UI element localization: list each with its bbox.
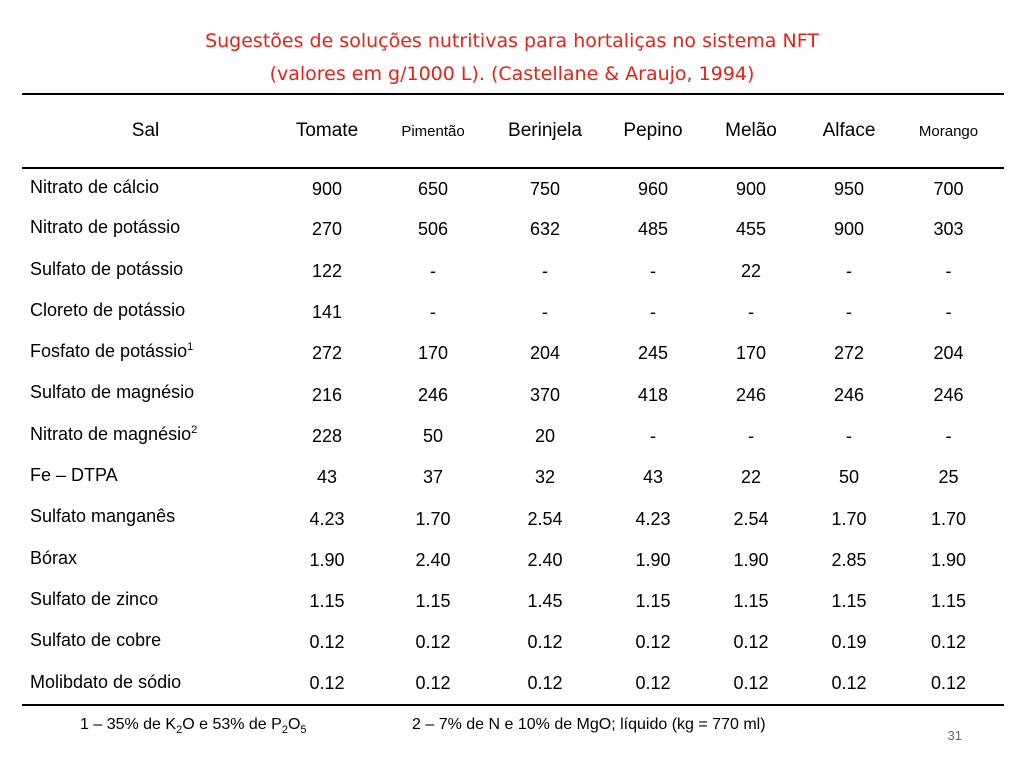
value-cell: 246 bbox=[833, 384, 865, 405]
header-sal: Sal bbox=[22, 94, 269, 168]
salt-name: Sulfato de zinco bbox=[30, 588, 159, 609]
value-cell: - bbox=[650, 425, 656, 446]
header-morango: Morango bbox=[893, 94, 1004, 168]
table-row bbox=[22, 374, 1004, 415]
value-cell: 272 bbox=[311, 343, 343, 364]
value-cell: 1.45 bbox=[527, 591, 563, 612]
value-cell: - bbox=[650, 302, 656, 323]
slide-title-line2: (valores em g/1000 L). (Castellane & Araujo, 1994) bbox=[269, 63, 755, 85]
value-cell: 0.12 bbox=[930, 632, 967, 653]
value-cell: - bbox=[945, 302, 952, 323]
value-cell: 246 bbox=[735, 384, 767, 405]
value-cell: 0.19 bbox=[831, 632, 867, 653]
value-cell: - bbox=[430, 302, 436, 323]
header-berinjela: Berinjela bbox=[481, 94, 609, 168]
value-cell: 485 bbox=[637, 219, 669, 240]
value-cell: 506 bbox=[417, 219, 449, 240]
value-cell: 37 bbox=[422, 467, 444, 488]
value-cell: 0.12 bbox=[805, 664, 893, 705]
table-row bbox=[22, 333, 1004, 374]
value-cell: 0.12 bbox=[269, 664, 385, 705]
value-cell: 650 bbox=[417, 178, 449, 199]
value-cell: 141 bbox=[311, 302, 343, 323]
table-row bbox=[22, 168, 1004, 209]
value-cell: 0.12 bbox=[697, 664, 805, 705]
table-row bbox=[22, 209, 1004, 250]
value-cell: 1.70 bbox=[930, 508, 967, 529]
value-cell: 216 bbox=[311, 384, 343, 405]
salt-name: Molibdato de sódio bbox=[22, 664, 269, 705]
header-melao: Melão bbox=[697, 94, 805, 168]
value-cell: 0.12 bbox=[415, 632, 451, 653]
value-cell: 1.90 bbox=[930, 549, 967, 570]
table-row bbox=[22, 457, 1004, 498]
value-cell: 1.15 bbox=[309, 591, 345, 612]
value-cell: 1.15 bbox=[635, 591, 671, 612]
salt-name: Fosfato de potássio$^1$ bbox=[30, 341, 194, 362]
table-row bbox=[22, 251, 1004, 292]
value-cell: 0.12 bbox=[733, 632, 769, 653]
value-cell: 2.40 bbox=[527, 549, 563, 570]
footnote-2: 2 – 7% de N e 10% de MgO; líquido (kg = 770 ml) bbox=[412, 716, 766, 733]
value-cell: 700 bbox=[933, 178, 964, 199]
value-cell: - bbox=[748, 425, 754, 446]
value-cell: 50 bbox=[838, 467, 860, 488]
value-cell: 50 bbox=[422, 425, 444, 446]
value-cell: 2.40 bbox=[415, 549, 451, 570]
value-cell: 1.90 bbox=[635, 549, 671, 570]
value-cell: 370 bbox=[529, 384, 561, 405]
value-cell: 900 bbox=[735, 178, 767, 199]
value-cell: 20 bbox=[534, 425, 556, 446]
table-row bbox=[22, 498, 1004, 539]
value-cell: 170 bbox=[417, 343, 449, 364]
value-cell: 1.90 bbox=[733, 549, 769, 570]
value-cell: 245 bbox=[637, 343, 669, 364]
table-row bbox=[22, 540, 1004, 581]
value-cell: 0.12 bbox=[609, 664, 697, 705]
slide-title-line1: Sugestões de soluções nutritivas para hortaliças no sistema NFT bbox=[205, 30, 819, 52]
table-row bbox=[22, 622, 1004, 663]
value-cell: 1.70 bbox=[415, 508, 451, 529]
value-cell: - bbox=[748, 302, 754, 323]
value-cell: 0.12 bbox=[635, 632, 671, 653]
header-alface: Alface bbox=[805, 94, 893, 168]
value-cell: 950 bbox=[833, 178, 865, 199]
value-cell: 43 bbox=[642, 467, 664, 488]
value-cell: 0.12 bbox=[481, 664, 609, 705]
value-cell: 1.90 bbox=[309, 549, 345, 570]
value-cell: 0.12 bbox=[385, 664, 481, 705]
value-cell: 303 bbox=[933, 219, 964, 240]
value-cell: 22 bbox=[740, 260, 762, 281]
header-pepino: Pepino bbox=[609, 94, 697, 168]
value-cell: - bbox=[430, 260, 436, 281]
value-cell: - bbox=[542, 260, 548, 281]
value-cell: 25 bbox=[938, 467, 959, 488]
value-cell: 1.15 bbox=[831, 591, 867, 612]
salt-name: Nitrato de magnésio$^2$ bbox=[30, 423, 198, 444]
value-cell: 960 bbox=[637, 178, 669, 199]
value-cell: 122 bbox=[311, 260, 343, 281]
salt-name: Nitrato de potássio bbox=[30, 217, 181, 238]
value-cell: - bbox=[650, 260, 656, 281]
value-cell: 0.12 bbox=[309, 632, 345, 653]
value-cell: 2.85 bbox=[831, 549, 867, 570]
salt-name: Bórax bbox=[30, 547, 78, 568]
value-cell: 170 bbox=[735, 343, 767, 364]
value-cell: 1.15 bbox=[415, 591, 451, 612]
value-cell: 228 bbox=[311, 425, 343, 446]
value-cell: - bbox=[846, 425, 852, 446]
table-row bbox=[22, 664, 1004, 705]
salt-name: Fe – DTPA bbox=[30, 465, 118, 486]
value-cell: 1.15 bbox=[733, 591, 769, 612]
table-header-row bbox=[22, 94, 1004, 168]
value-cell: 204 bbox=[529, 343, 561, 364]
table-row bbox=[22, 292, 1004, 333]
header-tomate: Tomate bbox=[269, 94, 385, 168]
salt-name: Sulfato de cobre bbox=[30, 630, 162, 651]
value-cell: 32 bbox=[534, 467, 556, 488]
value-cell: - bbox=[846, 260, 852, 281]
value-cell: 750 bbox=[529, 178, 561, 199]
table-row bbox=[22, 581, 1004, 622]
header-pimentao: Pimentão bbox=[385, 94, 481, 168]
nutrient-table bbox=[22, 93, 1004, 706]
value-cell: 4.23 bbox=[309, 508, 345, 529]
value-cell: 246 bbox=[933, 384, 964, 405]
salt-name: Sulfato de magnésio bbox=[30, 382, 195, 403]
value-cell: 418 bbox=[637, 384, 669, 405]
table-row bbox=[22, 416, 1004, 457]
value-cell: - bbox=[542, 302, 548, 323]
value-cell: 0.12 bbox=[527, 632, 563, 653]
value-cell: 246 bbox=[417, 384, 449, 405]
value-cell: 1.70 bbox=[831, 508, 867, 529]
salt-name: Sulfato de potássio bbox=[30, 258, 184, 279]
value-cell: 900 bbox=[833, 219, 865, 240]
value-cell: 204 bbox=[933, 343, 964, 364]
value-cell: 455 bbox=[735, 219, 767, 240]
salt-name: Cloreto de potássio bbox=[30, 299, 186, 320]
footnote-1: 1 – 35% de $K_2O$ e 53% de $P_2O_5$ bbox=[80, 716, 307, 737]
value-cell: 900 bbox=[311, 178, 343, 199]
value-cell: - bbox=[945, 260, 952, 281]
value-cell: 2.54 bbox=[733, 508, 769, 529]
value-cell: 1.15 bbox=[930, 591, 967, 612]
salt-name: Sulfato manganês bbox=[30, 506, 176, 527]
value-cell: 2.54 bbox=[527, 508, 563, 529]
value-cell: 632 bbox=[529, 219, 561, 240]
value-cell: 270 bbox=[311, 219, 343, 240]
value-cell: 4.23 bbox=[635, 508, 671, 529]
value-cell: 272 bbox=[833, 343, 865, 364]
value-cell: - bbox=[846, 302, 852, 323]
salt-name: Nitrato de cálcio bbox=[30, 177, 160, 197]
value-cell: 43 bbox=[316, 467, 338, 488]
value-cell: 22 bbox=[740, 467, 762, 488]
page-number: 31 bbox=[947, 728, 962, 743]
value-cell: - bbox=[945, 425, 952, 446]
value-cell: 0.12 bbox=[893, 664, 1004, 705]
